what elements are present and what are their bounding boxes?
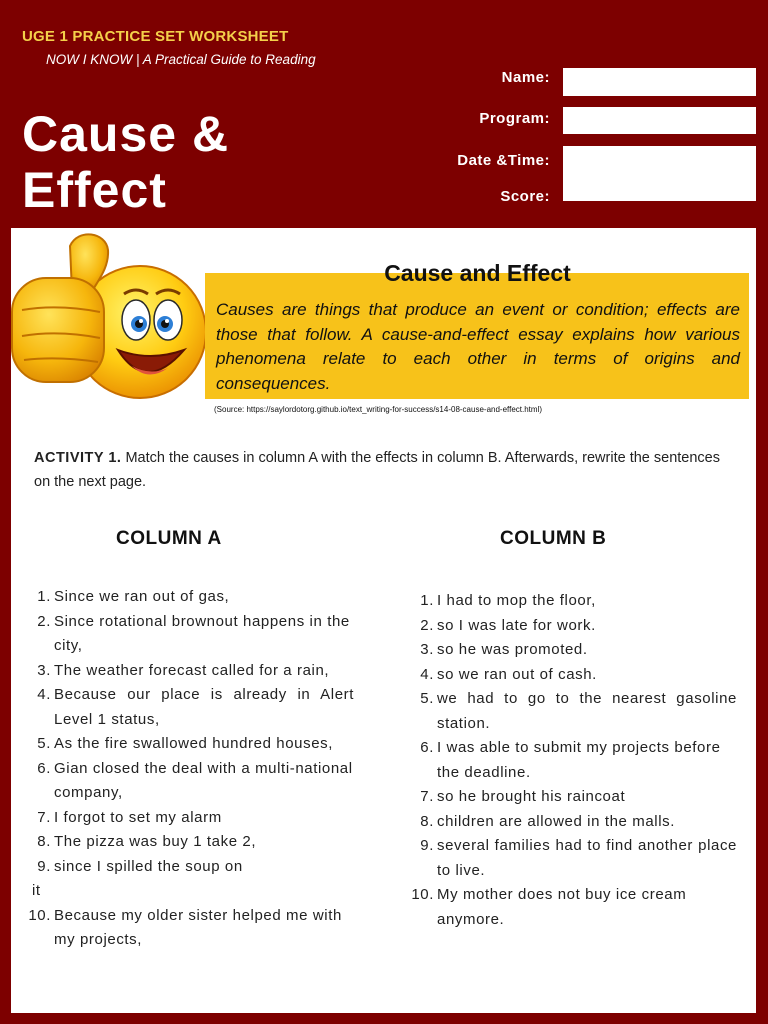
worksheet-kicker: UGE 1 PRACTICE SET WORKSHEET [22, 28, 289, 45]
activity-instructions [34, 446, 734, 494]
list-item: 9. several families had to find another place to live. [420, 837, 737, 879]
list-item: 9. since I spilled the soup on [37, 857, 243, 875]
score-label: Score: [500, 188, 550, 205]
list-item: 7. so he brought his raincoat [420, 788, 626, 805]
column-a-list [24, 585, 354, 953]
list-item: 8. The pizza was buy 1 take 2, [37, 833, 257, 850]
date-score-field[interactable] [563, 146, 756, 201]
list-item: 3. The weather forecast called for a rain, [37, 661, 330, 679]
list-item: 6. Gian closed the deal with a multi-national company, [37, 759, 353, 801]
name-label: Name: [501, 69, 550, 86]
page-title [22, 106, 229, 218]
date-time-label: Date &Time: [457, 152, 550, 169]
list-item: 1. Since we ran out of gas, [37, 588, 230, 605]
worksheet-subtitle: NOW I KNOW | A Practical Guide to Reading [46, 52, 316, 67]
list-item: 5. we had to go to the nearest gasoline station. [420, 690, 737, 732]
list-item: 6. I was able to submit my projects before the deadline. [420, 739, 721, 781]
list-item: 1. I had to mop the floor, [420, 592, 596, 609]
column-a-heading: COLUMN A [116, 528, 222, 549]
source-citation: (Source: https://saylordotorg.github.io/text_writing-for-success/s14-08-cause-and-effect.html) [214, 405, 542, 414]
list-item: 10. Because my older sister helped me with my projects, [28, 906, 342, 948]
list-item: 2. Since rotational brownout happens in the city, [37, 612, 350, 654]
program-label: Program: [479, 110, 550, 127]
list-item: 2. so I was late for work. [420, 616, 596, 634]
title-line-2: Effect [22, 162, 167, 218]
column-b-heading: COLUMN B [500, 528, 607, 549]
title-line-1: Cause & [22, 106, 230, 162]
activity-label: ACTIVITY 1. [34, 450, 122, 466]
thumbs-up-smiley-icon [8, 226, 208, 406]
list-item: 7. I forgot to set my alarm [37, 808, 222, 826]
list-item: 3. so he was promoted. [420, 641, 588, 658]
list-item: 4. Because our place is already in Alert Level 1 status, [37, 686, 354, 728]
list-item: 10. My mother does not buy ice cream anymore. [411, 886, 687, 928]
definition-text: Causes are things that produce an event or condition; effects are those that follow. A cause-and-effect essay explains how various phenomena relate to each other in terms of origins and consequences. [216, 300, 740, 393]
column-b-list [405, 589, 737, 932]
list-item: 8. children are allowed in the malls. [420, 812, 676, 830]
activity-text: Match the causes in column A with the effects in column B. Afterwards, rewrite the sentences on the next page. [34, 450, 720, 490]
name-field[interactable] [563, 68, 756, 96]
definition-title: Cause and Effect [384, 260, 571, 286]
left-frame-band [0, 399, 11, 1024]
list-item: 5. As the fire swallowed hundred houses, [37, 735, 334, 752]
list-item: it [32, 882, 41, 899]
program-field[interactable] [563, 107, 756, 134]
list-item: 4. so we ran out of cash. [420, 665, 597, 683]
